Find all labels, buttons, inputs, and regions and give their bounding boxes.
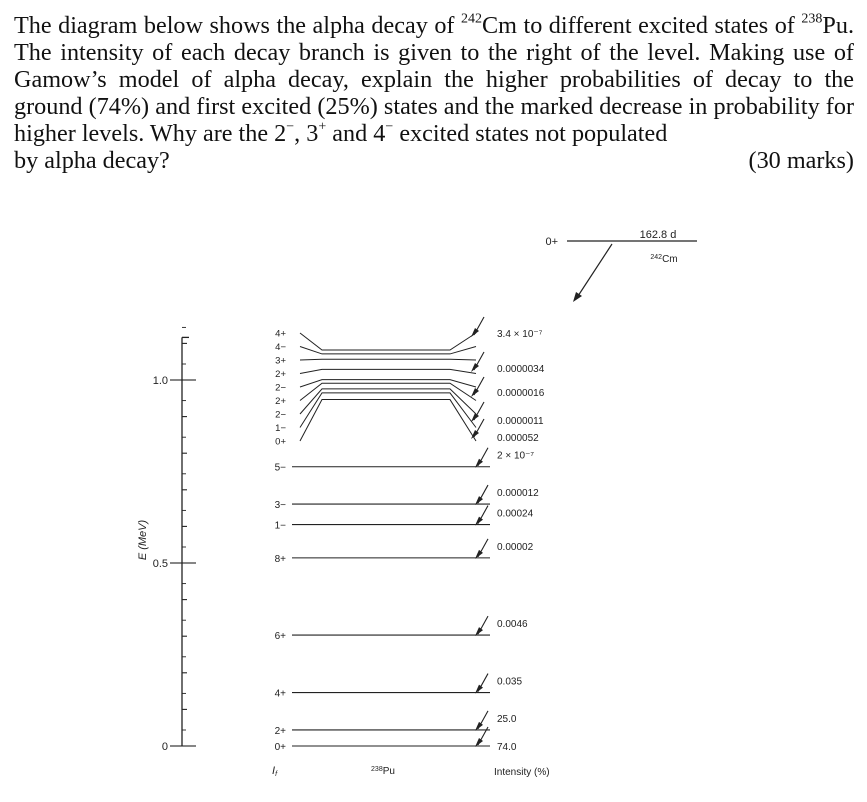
level-spin: 4−	[275, 342, 286, 353]
level-intensity: 0.000052	[497, 433, 539, 444]
level-spin: 2−	[275, 409, 286, 421]
level-intensity: 0.00024	[497, 508, 534, 520]
energy-axis	[153, 327, 196, 753]
question-segment: Cm to different excited states of	[482, 12, 802, 39]
level-spin: 3+	[275, 355, 286, 367]
last-line-row	[14, 147, 854, 174]
alpha-branch-arrowhead	[471, 328, 479, 337]
parity-superscript: −	[385, 118, 394, 135]
intensity-column-label: Intensity (%)	[494, 767, 550, 778]
parent-symbol: Cm	[662, 254, 678, 265]
energy-level-line	[300, 400, 476, 441]
alpha-branch-arrowhead	[471, 413, 479, 422]
energy-level-line	[300, 369, 476, 373]
parity-superscript: −	[286, 118, 295, 135]
parent-decay-arrow	[578, 244, 612, 296]
level-spin: 2+	[275, 396, 286, 407]
axis-tick-label: 0	[161, 741, 168, 753]
level-spin: 1−	[274, 520, 286, 532]
axis-tick-label: 0.5	[152, 558, 168, 570]
parent-spin: 0+	[545, 236, 558, 248]
spin-labels	[275, 329, 287, 754]
level-spin: 3−	[274, 500, 286, 512]
energy-level-line	[300, 359, 476, 360]
level-spin: 0+	[274, 742, 286, 753]
level-spin: 6+	[274, 631, 286, 643]
energy-level-line	[300, 333, 476, 350]
marks-label: (30 marks)	[748, 147, 854, 174]
daughter-label	[371, 766, 395, 777]
level-spin: 5−	[274, 462, 286, 474]
question-segment: , 3	[294, 120, 319, 147]
level-spin: 2+	[274, 725, 286, 737]
daughter-mass: 238	[371, 766, 383, 773]
parent-mass: 242	[650, 254, 663, 261]
question-last-line: by alpha decay?	[14, 147, 170, 174]
axis-tick-label: 1.0	[152, 375, 168, 387]
alpha-branch-arrowhead	[471, 363, 479, 372]
decay-level-diagram	[0, 200, 867, 800]
level-spin: 4+	[274, 688, 286, 700]
parent-label	[650, 254, 677, 265]
daughter-levels	[292, 317, 490, 747]
level-intensity: 74.0	[497, 742, 517, 753]
level-spin: 8+	[274, 553, 286, 565]
level-spin: 4+	[275, 328, 286, 340]
level-spin: 0+	[275, 436, 286, 448]
level-intensity: 0.0046	[497, 619, 528, 631]
parent-half-life: 162.8 d	[639, 229, 677, 241]
parent-decay-arrowhead	[573, 292, 582, 302]
question-segment: The diagram below shows the alpha decay of	[14, 12, 461, 39]
question-segment: Pu. The intensity of each decay branch is given to the right of the level. Making use of Gamow’s model of alpha decay, explain the higher probabilities of decay to the ground (74%) and first excited (25%) states and the marked decrease in probability for higher levels. Why are the 2	[14, 12, 854, 147]
level-intensity: 0.035	[497, 676, 523, 688]
energy-level-line	[300, 393, 476, 428]
level-intensity: 0.0000016	[497, 388, 545, 399]
spin-column-label: If	[272, 765, 278, 778]
level-spin: 2−	[275, 382, 286, 394]
daughter-symbol: Pu	[382, 766, 395, 777]
level-intensity: 0.000012	[497, 488, 539, 500]
pu-mass-number: 238	[801, 10, 823, 27]
level-spin: 2+	[275, 369, 286, 380]
parent-nucleus	[545, 229, 697, 302]
intensity-labels	[497, 329, 545, 753]
question-segment: and 4	[326, 120, 386, 147]
level-intensity: 2 × 10⁻⁷	[497, 450, 534, 462]
level-intensity: 0.0000011	[497, 416, 544, 427]
level-intensity: 25.0	[497, 713, 517, 725]
level-intensity: 0.0000034	[497, 364, 545, 375]
energy-level-line	[300, 383, 476, 400]
alpha-branch-arrowhead	[471, 388, 479, 397]
level-intensity: 3.4 × 10⁻⁷	[497, 329, 543, 340]
cm-mass-number: 242	[460, 10, 483, 27]
parity-superscript: +	[318, 118, 327, 135]
level-intensity: 0.00002	[497, 541, 534, 553]
axis-title: E (MeV)	[137, 519, 149, 561]
question-segment: excited states not populated	[393, 120, 668, 147]
question-text	[14, 12, 854, 174]
level-spin: 1−	[275, 423, 286, 434]
